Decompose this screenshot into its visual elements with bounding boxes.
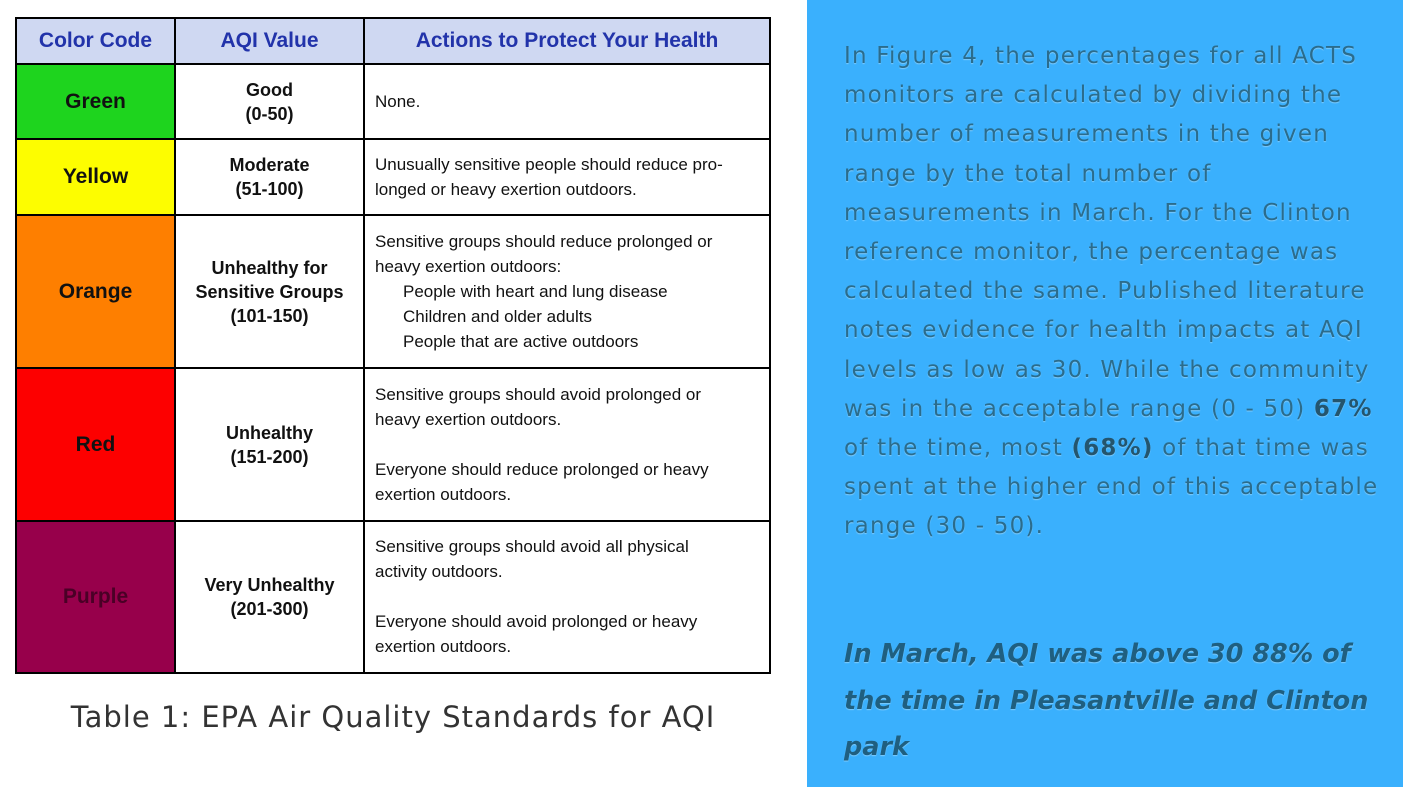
body-text-run: of that time was spent at the higher end of this acceptable range (30 - 50). <box>844 435 1379 540</box>
body-text-run: of the time, most <box>844 435 1072 462</box>
header-color-code: Color Code <box>16 18 175 64</box>
paragraph-gap <box>375 584 763 609</box>
table-row <box>16 521 770 673</box>
action-subline: Children and older adults <box>403 307 593 327</box>
table-row <box>16 64 770 139</box>
table-body <box>16 64 770 673</box>
action-line: heavy exertion outdoors: <box>375 257 562 277</box>
action-line: heavy exertion outdoors. <box>375 410 562 430</box>
aqi-value-line: Good <box>246 79 293 100</box>
aqi-value-line: (151-200) <box>230 446 309 467</box>
header-actions: Actions to Protect Your Health <box>364 18 770 64</box>
color-code-cell: Yellow <box>16 139 175 215</box>
aqi-value-cell <box>175 368 364 520</box>
aqi-value-cell <box>175 215 364 368</box>
action-subline: People with heart and lung disease <box>403 282 668 302</box>
color-code-cell: Orange <box>16 215 175 368</box>
action-subline: People that are active outdoors <box>403 332 639 352</box>
action-line: exertion outdoors. <box>375 485 512 505</box>
action-cell <box>364 64 770 139</box>
aqi-value-line: (201-300) <box>230 598 309 619</box>
aqi-value-line: (0-50) <box>245 103 294 124</box>
color-code-cell: Purple <box>16 521 175 673</box>
table-row <box>16 139 770 215</box>
action-line: exertion outdoors. <box>375 637 512 657</box>
aqi-value-line: Sensitive Groups <box>195 281 344 302</box>
aqi-value-line: (101-150) <box>230 305 309 326</box>
table-row <box>16 368 770 520</box>
info-panel <box>807 0 1403 787</box>
table-row <box>16 215 770 368</box>
table-caption: Table 1: EPA Air Quality Standards for AQI <box>70 700 716 734</box>
body-text-run: In Figure 4, the percentages for all ACTS monitors are calculated by dividing the number of measurements in the given range by the total number of measurements in March. For the Clinton reference monitor, the percentage was calculated the same. Published literature notes evidence for health impacts at AQI levels as low as 30. While the community was in the acceptable range (0 - 50) <box>844 43 1370 422</box>
aqi-value-cell <box>175 64 364 139</box>
panel-body-text <box>844 37 1384 547</box>
action-cell <box>364 521 770 673</box>
aqi-value-cell <box>175 139 364 215</box>
aqi-value-line: Moderate <box>229 155 310 176</box>
table-header-row <box>16 18 770 64</box>
action-line: None. <box>375 92 421 112</box>
paragraph-gap <box>375 432 763 457</box>
aqi-value-line: Very Unhealthy <box>204 574 335 595</box>
action-cell <box>364 139 770 215</box>
action-line: longed or heavy exertion outdoors. <box>375 180 637 200</box>
aqi-value-line: Unhealthy <box>225 422 313 443</box>
action-cell <box>364 368 770 520</box>
aqi-value-cell <box>175 521 364 673</box>
action-line: Everyone should avoid prolonged or heavy <box>375 612 698 632</box>
aqi-table <box>15 17 771 674</box>
highlight-percentage: (68%) <box>1071 435 1154 462</box>
action-line: activity outdoors. <box>375 562 503 582</box>
action-line: Unusually sensitive people should reduce pro- <box>375 155 723 175</box>
aqi-value-line: (51-100) <box>235 179 304 200</box>
action-line: Sensitive groups should reduce prolonged or <box>375 232 713 252</box>
action-line: Sensitive groups should avoid all physical <box>375 537 689 557</box>
header-aqi-value: AQI Value <box>175 18 364 64</box>
panel-callout: In March, AQI was above 30 88% of the time in Pleasantville and Clinton park <box>844 639 1369 762</box>
color-code-cell: Red <box>16 368 175 520</box>
action-line: Everyone should reduce prolonged or heavy <box>375 460 709 480</box>
action-cell <box>364 215 770 368</box>
color-code-cell: Green <box>16 64 175 139</box>
action-line: Sensitive groups should avoid prolonged or <box>375 385 702 405</box>
aqi-value-line: Unhealthy for <box>211 257 328 278</box>
highlight-percentage: 67% <box>1313 395 1373 422</box>
